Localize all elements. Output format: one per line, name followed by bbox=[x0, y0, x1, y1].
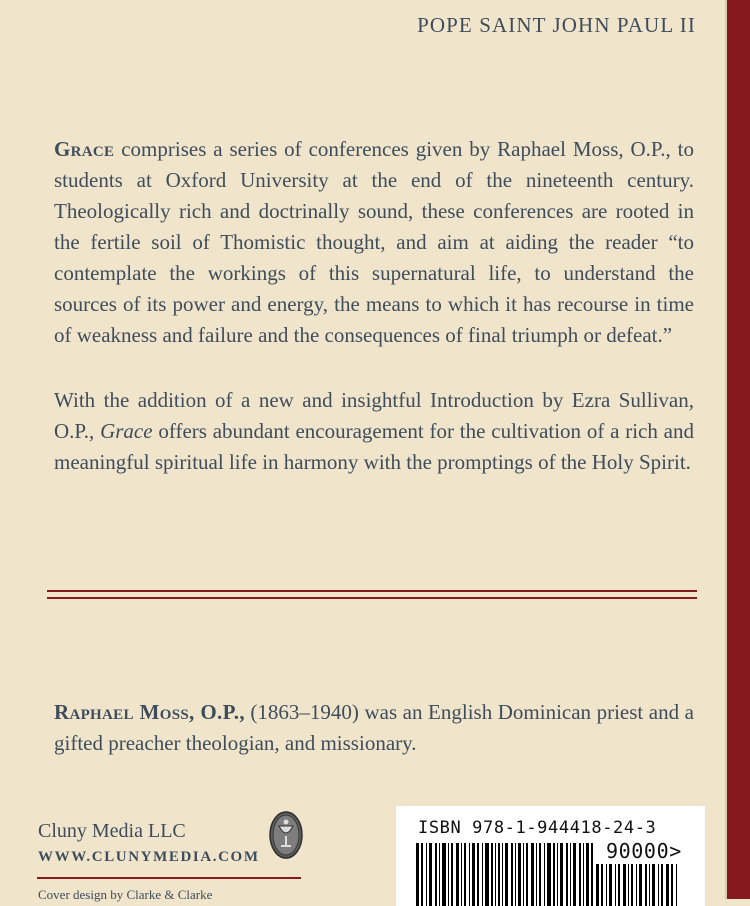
publisher-website: WWW.CLUNYMEDIA.COM bbox=[38, 849, 260, 865]
publisher-name: Cluny Media LLC bbox=[38, 820, 186, 842]
author-bio-text: (1863–1940) was an English Dominican priest and a gifted preacher theologian, and missionary. bbox=[54, 700, 694, 755]
divider-rule-top bbox=[47, 590, 697, 592]
price-code: 90000> bbox=[606, 839, 682, 863]
cover-design-credit: Cover design by Clarke & Clarke bbox=[38, 887, 213, 902]
author-name: Raphael Moss, O.P., bbox=[54, 700, 245, 724]
quote-author: POPE SAINT JOHN PAUL II bbox=[417, 13, 696, 37]
description-text-2-after: offers abundant encouragement for the cultivation of a rich and meaningful spiritual life in harmony with the promptings of the Holy Spirit. bbox=[54, 419, 694, 474]
isbn-number: ISBN 978-1-944418-24-3 bbox=[418, 818, 657, 838]
description-text-1: comprises a series of conferences given by Raphael Moss, O.P., to students at Oxford University at the end of the nineteenth century. Theologically rich and doctrinally sound, these conferences are rooted in the fertile soil of Thomistic thought, and aim at aiding the reader “to contemplate the workings of this supernatural life, to understand the sources of its power and energy, the means to which it has recourse in time of weakness and failure and the consequences of final triumph or defeat.” bbox=[54, 137, 694, 347]
author-bio bbox=[54, 697, 694, 759]
book-title-italic: Grace bbox=[100, 419, 153, 443]
divider-rule-bottom bbox=[47, 597, 697, 599]
barcode-bars bbox=[416, 843, 596, 906]
book-spine bbox=[727, 0, 750, 899]
description-paragraph-1 bbox=[54, 134, 694, 351]
publisher-logo-icon bbox=[268, 810, 304, 860]
publisher-rule bbox=[37, 877, 301, 879]
isbn-barcode bbox=[396, 806, 705, 906]
description-paragraph-2 bbox=[54, 385, 694, 478]
book-title-small-caps: Grace bbox=[54, 137, 115, 161]
description-text-2-before: With the addition of a new and insightful Introduction by Ezra Sullivan, O.P., bbox=[54, 388, 694, 443]
price-barcode-bars bbox=[596, 864, 686, 906]
